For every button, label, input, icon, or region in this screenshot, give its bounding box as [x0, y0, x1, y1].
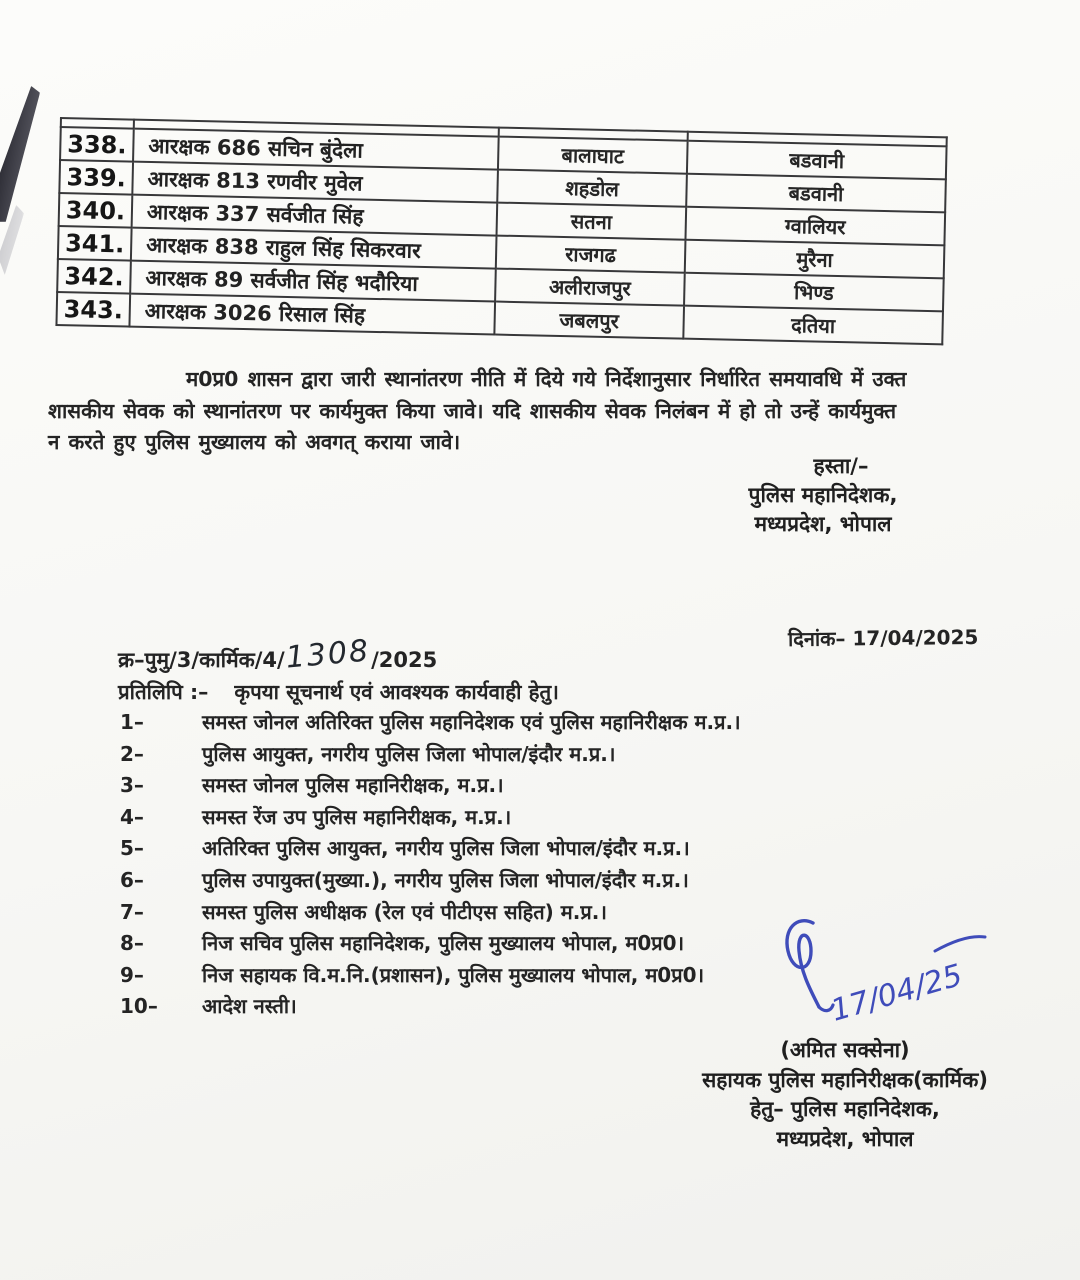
item-number: 4–	[120, 804, 144, 829]
distribution-list-item	[120, 992, 840, 1024]
paragraph-line: शासकीय सेवक को स्थानांतरण पर कार्यमुक्त किया जावे। यदि शासकीय सेवक निलंबन में हो तो उन्हें कार्यमुक्त	[48, 398, 897, 423]
location: मध्यप्रदेश, भोपाल	[754, 512, 892, 536]
cell-name: आरक्षक 337 सर्वजीत सिंह	[132, 195, 498, 236]
cell-serial: 339.	[59, 160, 133, 195]
item-number: 6–	[120, 867, 144, 892]
distribution-list-item	[120, 708, 840, 740]
paragraph-line: म0प्र0 शासन द्वारा जारी स्थानांतरण नीति में दिये गये निर्देशानुसार निर्धारित समयावधि में उक्त	[186, 367, 907, 391]
item-text: समस्त पुलिस अधीक्षक (रेल एवं पीटीएस सहित) म.प्र.।	[202, 899, 607, 924]
cell-serial: 340.	[59, 193, 133, 228]
cell-name: आरक्षक 686 सचिन बुंदेला	[133, 129, 499, 170]
signatory-name: (अमित सक्सेना)	[780, 1038, 910, 1062]
signature-loop-stroke	[787, 921, 819, 1007]
designation: पुलिस महानिदेशक,	[748, 483, 898, 507]
order-date: दिनांक– 17/04/2025	[787, 625, 979, 651]
item-text: समस्त जोनल अतिरिक्त पुलिस महानिदेशक एवं पुलिस महानिरीक्षक म.प्र.।	[202, 710, 741, 734]
distribution-list-item	[120, 771, 840, 803]
cell-name: आरक्षक 838 राहुल सिंह सिकरवार	[131, 228, 497, 269]
distribution-list-item	[120, 961, 840, 993]
signature-date-text: 17/04/25	[827, 957, 967, 1029]
signatory-designation: सहायक पुलिस महानिरीक्षक(कार्मिक)	[702, 1067, 988, 1092]
cell-from-district: अलीराजपुर	[495, 269, 685, 306]
cell-from-district: सतना	[497, 203, 687, 240]
cell-to-district: भिण्ड	[684, 273, 944, 312]
cell-from-district: जबलपुर	[494, 302, 684, 339]
handwritten-dispatch-number: 1308	[284, 633, 372, 676]
copy-to-label: प्रतिलिपि :–	[118, 680, 209, 704]
item-text: निज सचिव पुलिस महानिदेशक, पुलिस मुख्यालय भोपाल, म0प्र0।	[202, 931, 685, 956]
distribution-list-item	[120, 803, 840, 835]
transfer-table-body	[56, 118, 946, 344]
distribution-list	[120, 708, 840, 1024]
item-number: 2–	[120, 741, 144, 766]
signature-ink-strokes	[775, 915, 1005, 1035]
item-number: 3–	[120, 773, 144, 798]
signatory-block-bottom	[650, 1036, 1040, 1154]
reference-suffix: /2025	[371, 648, 438, 672]
distribution-list-item	[120, 898, 840, 930]
distribution-list-item	[120, 740, 840, 772]
item-number: 7–	[120, 899, 144, 924]
cell-to-district: मुरैना	[685, 240, 945, 279]
item-number: 8–	[120, 931, 144, 956]
cell-to-district: बडवानी	[687, 141, 947, 180]
copy-to-heading	[118, 678, 559, 706]
item-text: पुलिस उपायुक्त(मुख्या.), नगरीय पुलिस जिला भोपाल/इंदौर म.प्र.।	[202, 867, 689, 892]
copy-to-text: कृपया सूचनार्थ एवं आवश्यक कार्यवाही हेतु।	[234, 680, 559, 704]
cell-to-district: दतिया	[683, 306, 943, 345]
cell-serial: 341.	[58, 226, 132, 261]
item-number: 1–	[120, 710, 144, 734]
signatory-for: हेतु– पुलिस महानिदेशक,	[750, 1097, 940, 1121]
distribution-list-item	[120, 929, 840, 961]
distribution-list-item	[120, 834, 840, 866]
item-text: निज सहायक वि.म.नि.(प्रशासन), पुलिस मुख्यालय भोपाल, म0प्र0।	[202, 962, 705, 987]
cell-to-district: ग्वालियर	[685, 207, 945, 246]
item-text: समस्त जोनल पुलिस महानिरीक्षक, म.प्र.।	[202, 773, 504, 798]
item-number: 9–	[120, 962, 144, 987]
scan-artifact-dark-wedge	[0, 86, 40, 222]
signatory-location: मध्यप्रदेश, भोपाल	[776, 1126, 914, 1151]
cell-from-district: शहडोल	[497, 170, 687, 207]
distribution-list-item	[120, 866, 840, 898]
signatory-block-top	[683, 452, 963, 539]
transfer-table	[55, 117, 945, 345]
signed-abbrev: हस्ता/–	[813, 454, 869, 478]
cell-serial: 338.	[60, 127, 134, 162]
reference-number-line	[118, 633, 438, 676]
item-text: अतिरिक्त पुलिस आयुक्त, नगरीय पुलिस जिला भोपाल/इंदौर म.प्र.।	[202, 836, 690, 861]
cell-name: आरक्षक 89 सर्वजीत सिंह भदौरिया	[130, 261, 496, 302]
cell-to-district: बडवानी	[686, 174, 946, 213]
cell-name: आरक्षक 813 रणवीर मुवेल	[132, 162, 498, 203]
cell-serial: 343.	[56, 292, 130, 327]
item-text: आदेश नस्ती।	[202, 994, 297, 1019]
reference-prefix: क्र–पुमु/3/कार्मिक/4/	[118, 648, 285, 672]
handwritten-signature	[775, 915, 1005, 1035]
cell-from-district: बालाघाट	[498, 137, 688, 174]
item-number: 5–	[120, 836, 144, 861]
cell-from-district: राजगढ	[496, 236, 686, 273]
paragraph-line: न करते हुए पुलिस मुख्यालय को अवगत् कराया जावे।	[48, 430, 461, 454]
order-body-paragraph	[48, 364, 1004, 459]
cell-serial: 342.	[57, 259, 131, 294]
cell-name: आरक्षक 3026 रिसाल सिंह	[129, 294, 495, 335]
item-text: पुलिस आयुक्त, नगरीय पुलिस जिला भोपाल/इंदौर म.प्र.।	[202, 741, 616, 766]
item-text: समस्त रेंज उप पुलिस महानिरीक्षक, म.प्र.।	[202, 804, 512, 829]
signature-flourish-stroke	[935, 937, 985, 951]
item-number: 10–	[120, 994, 158, 1019]
